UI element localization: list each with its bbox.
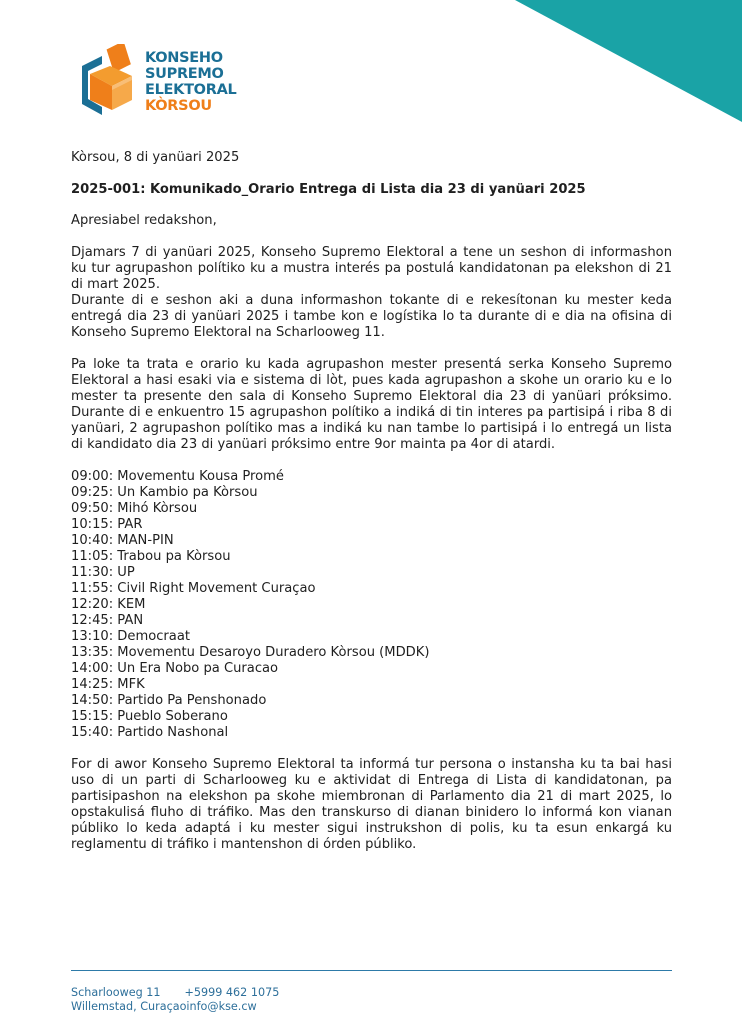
footer (71, 986, 279, 1014)
schedule-item: 11:05: Trabou pa Kòrsou (71, 549, 231, 564)
schedule-list (71, 469, 672, 741)
schedule-item: 13:35: Movementu Desaroyo Duradero Kòrsou (MDDK) (71, 645, 430, 660)
footer-address-city: Willemstad, Curaçao (71, 1000, 187, 1013)
paragraph-intro: Djamars 7 di yanüari 2025, Konseho Supremo Elektoral a tene un seshon di informashon ku tur agrupashon polítiko ku a mustra interés pa postulá kandidatonan pa elekshon di 21 di mart 2025. (71, 245, 672, 292)
schedule-item: 15:15: Pueblo Soberano (71, 709, 228, 724)
schedule-item: 13:10: Democraat (71, 629, 190, 644)
footer-address-street: Scharlooweg 11 (71, 986, 161, 999)
paragraph-requirements: Durante di e seshon aki a duna informashon tokante di e rekesítonan ku mester keda entregá dia 23 di yanüari 2025 i tambe kon e logístika lo ta durante di e dia na ofisina di Konseho Supremo Elektoral na Scharlooweg 11. (71, 293, 672, 340)
schedule-item: 14:50: Partido Pa Penshonado (71, 693, 267, 708)
schedule-item: 09:50: Mihó Kòrsou (71, 501, 198, 516)
logo-line-3: ELEKTORAL (145, 82, 237, 98)
schedule-item: 10:15: PAR (71, 517, 143, 532)
schedule-item: 12:20: KEM (71, 597, 146, 612)
letter-date: Kòrsou, 8 di yanüari 2025 (71, 150, 240, 165)
paragraph-schedule-intro: Pa loke ta trata e orario ku kada agrupashon mester presentá serka Konseho Supremo Elektoral a hasi esaki via e sistema di lòt, pues kada agrupashon a skohe un orario ku e lo mester ta presente den sala di Konseho Supremo Elektoral dia 23 di yanüari próksimo. Durante di e enkuentro 15 agrupashon polítiko a indiká di tin interes pa partisipá i riba 8 di yanüari, 2 agrupashon polítiko mas a indiká ku nan tambe lo partisipá i lo entregá un lista di kandidato dia 23 di yanüari próksimo entre 9or mainta pa 4or di atardi. (71, 357, 672, 452)
schedule-item: 14:00: Un Era Nobo pa Curacao (71, 661, 279, 676)
letter-title: 2025-001: Komunikado_Orario Entrega di Lista dia 23 di yanüari 2025 (71, 182, 586, 197)
salutation: Apresiabel redakshon, (71, 213, 217, 228)
schedule-item: 11:55: Civil Right Movement Curaçao (71, 581, 316, 596)
schedule-item: 09:00: Movementu Kousa Promé (71, 469, 284, 484)
logo-line-1: KONSEHO (145, 50, 223, 66)
footer-phone: +5999 462 1075 (184, 986, 280, 999)
schedule-item: 14:25: MFK (71, 677, 145, 692)
footer-email[interactable]: info@kse.cw (186, 1000, 257, 1013)
schedule-item: 12:45: PAN (71, 613, 144, 628)
logo-line-4: KÒRSOU (145, 98, 212, 114)
letter-body (71, 150, 672, 853)
footer-divider (71, 970, 672, 971)
logo-line-2: SUPREMO (145, 66, 224, 82)
organization-logo-text (145, 50, 236, 114)
ballot-box-icon (68, 44, 138, 124)
schedule-item: 11:30: UP (71, 565, 135, 580)
schedule-item: 10:40: MAN-PIN (71, 533, 174, 548)
paragraph-traffic-notice: For di awor Konseho Supremo Elektoral ta informá tur persona o instansha ku ta bai hasi uso di un parti di Scharlooweg ku e aktividat di Entrega di Lista di kandidatonan, pa partisipashon na elekshon pa skohe miembronan di Parlamento dia 21 di mart 2025, lo opstakulisá fluho di tráfiko. Mas den transkurso di dianan binidero lo informá kon vianan públiko lo keda adaptá i ku mester sigui instrukshon di polis, ku ta esun enkargá ku reglamentu di tráfiko i mantenshon di órden públiko. (71, 757, 672, 852)
schedule-item: 15:40: Partido Nashonal (71, 725, 229, 740)
schedule-item: 09:25: Un Kambio pa Kòrsou (71, 485, 258, 500)
